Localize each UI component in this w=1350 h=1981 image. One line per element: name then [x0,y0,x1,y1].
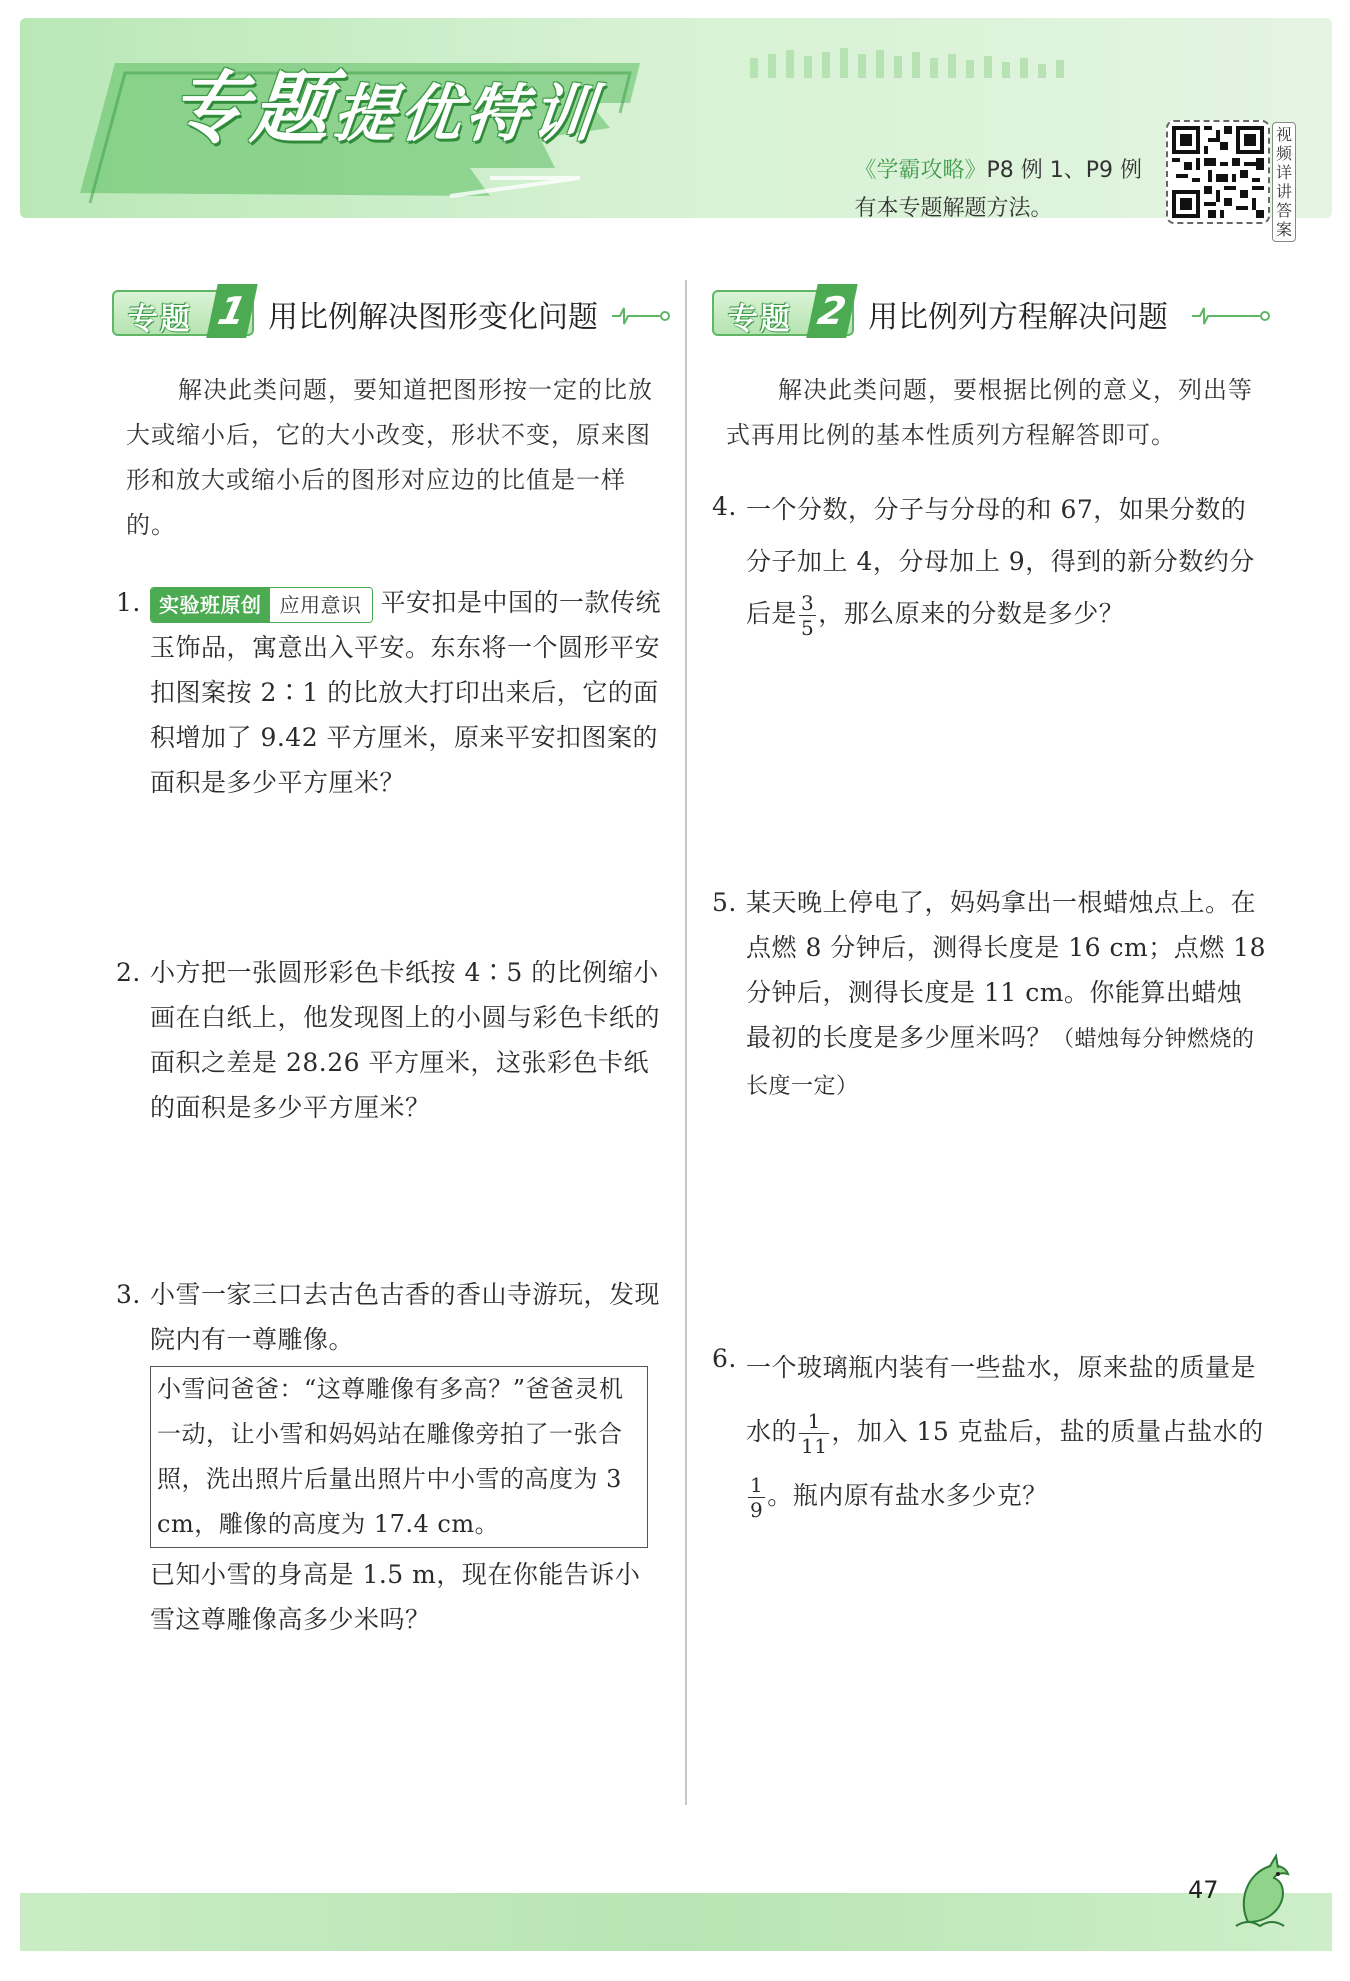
problem-3-dialog-box: 小雪问爸爸：“这尊雕像有多高？”爸爸灵机一动，让小雪和妈妈站在雕像旁拍了一张合照，洗出照片后量出照片中小雪的高度为 3 cm，雕像的高度为 17.4 cm。 [150,1366,648,1548]
dolphin-mascot-icon [1228,1852,1298,1932]
problem-6-text-a: 一个玻璃瓶内装有一些盐水，原来盐的质量是水的 [746,1353,1257,1446]
problem-1-number: 1. [116,588,141,617]
topic2-title: 用比例列方程解决问题 [868,300,1168,335]
problem-1-text: 平安扣是中国的一款传统玉饰品，寓意出入平安。东东将一个圆形平安扣图案按 2∶1 的比放大打印出来后，它的面积增加了 9.42 平方厘米，原来平安扣图案的面积是多少平方厘米？ [150,588,662,797]
problem-6-frac1-numerator: 1 [799,1409,829,1434]
problem-2-text: 小方把一张圆形彩色卡纸按 4∶5 的比例缩小画在白纸上，他发现图上的小圆与彩色卡纸的面积之差是 28.26 平方厘米，这张彩色卡纸的面积是多少平方厘米？ [150,958,661,1122]
topic1-header [112,286,672,342]
title-part2: 提优特训 [329,77,602,150]
problem-5-text: 某天晚上停电了，妈妈拿出一根蜡烛点上。在点燃 8 分钟后，测得长度是 16 cm；点燃 18 分钟后，测得长度是 11 cm。你能算出蜡烛最初的长度是多少厘米吗？ [746,888,1266,1052]
problem-5-note: （蜡烛每分钟燃烧的长度一定） [746,1027,1255,1099]
problem-3-text: 小雪一家三口去古色古香的香山寺游玩，发现院内有一尊雕像。 [150,1280,661,1354]
problem-6-frac2-numerator: 1 [750,1473,764,1497]
problem-4-text-b: ，那么原来的分数是多少？ [818,599,1125,628]
reference-line2: 有本专题解题方法。 [854,196,1053,221]
problem-6-text-b: ，加入 15 克盐后，盐的质量占盐水的 [831,1417,1264,1446]
column-divider [685,280,687,1805]
problem-6-frac1-denominator: 11 [801,1434,828,1458]
problem-4-frac-denominator: 5 [801,616,815,640]
problem-3-number: 3. [116,1280,141,1309]
problem-4-frac-numerator: 3 [801,591,815,615]
problem-1-tag-original: 实验班原创 [151,588,270,622]
topic2-number: 2 [806,284,857,338]
problem-3-question: 已知小雪的身高是 1.5 m，现在你能告诉小雪这尊雕像高多少米吗？ [150,1560,641,1634]
footer-band [20,1893,1332,1951]
topic1-title: 用比例解决图形变化问题 [268,300,598,335]
topic2-intro [726,368,1266,458]
topic1-number: 1 [206,284,257,338]
qr-code-icon [1172,126,1264,218]
book-name: 《学霸攻略》 [854,158,987,183]
problem-6-fraction-1 [799,1409,829,1458]
page-number: 47 [1188,1876,1219,1904]
problem-6-number: 6. [712,1344,737,1373]
problem-4-fraction [799,591,816,640]
problem-6-fraction-2 [748,1473,765,1522]
problem-3-body [150,1272,662,1642]
qr-code[interactable] [1166,120,1270,224]
topic1-intro [126,368,656,548]
problem-4-number: 4. [712,492,737,521]
problem-2-number: 2. [116,958,141,987]
problem-4-text-a: 一个分数，分子与分母的和 67，如果分数的分子加上 4，分母加上 9，得到的新分数约分后是 [746,495,1255,628]
reference-line1 [854,152,1142,190]
problem-5-number: 5. [712,888,737,917]
problem-4-body [746,484,1266,640]
topic2-header [712,286,1280,342]
topic2-intro-text: 解决此类问题，要根据比例的意义，列出等式再用比例的基本性质列方程解答即可。 [726,376,1253,449]
problem-5-body [746,880,1266,1109]
problem-1-body [150,580,662,805]
topic2-tag-label: 专题 [728,302,792,337]
header-banner [20,18,1332,239]
problem-6-frac2-denominator: 9 [750,1498,764,1522]
topic1-tag-label: 专题 [128,302,192,337]
topic2-connector-icon [1192,286,1272,342]
problem-6-body [746,1336,1266,1528]
title-part1: 专题 [165,64,339,154]
problem-6-text-c: 。瓶内原有盐水多少克？ [767,1481,1048,1510]
problem-1-tag-skill: 应用意识 [270,588,372,622]
reference-note [854,152,1142,228]
qr-label: 视频详讲答案 [1272,122,1296,242]
book-ref: P8 例 1、P9 例 [986,158,1142,183]
problem-2-body [150,950,662,1130]
problem-1-tags [150,587,373,623]
page-title [165,64,602,154]
topic1-intro-text: 解决此类问题，要知道把图形按一定的比放大或缩小后，它的大小改变，形状不变，原来图形和放大或缩小后的图形对应边的比值是一样的。 [126,376,653,539]
topic1-connector-icon [612,286,672,342]
